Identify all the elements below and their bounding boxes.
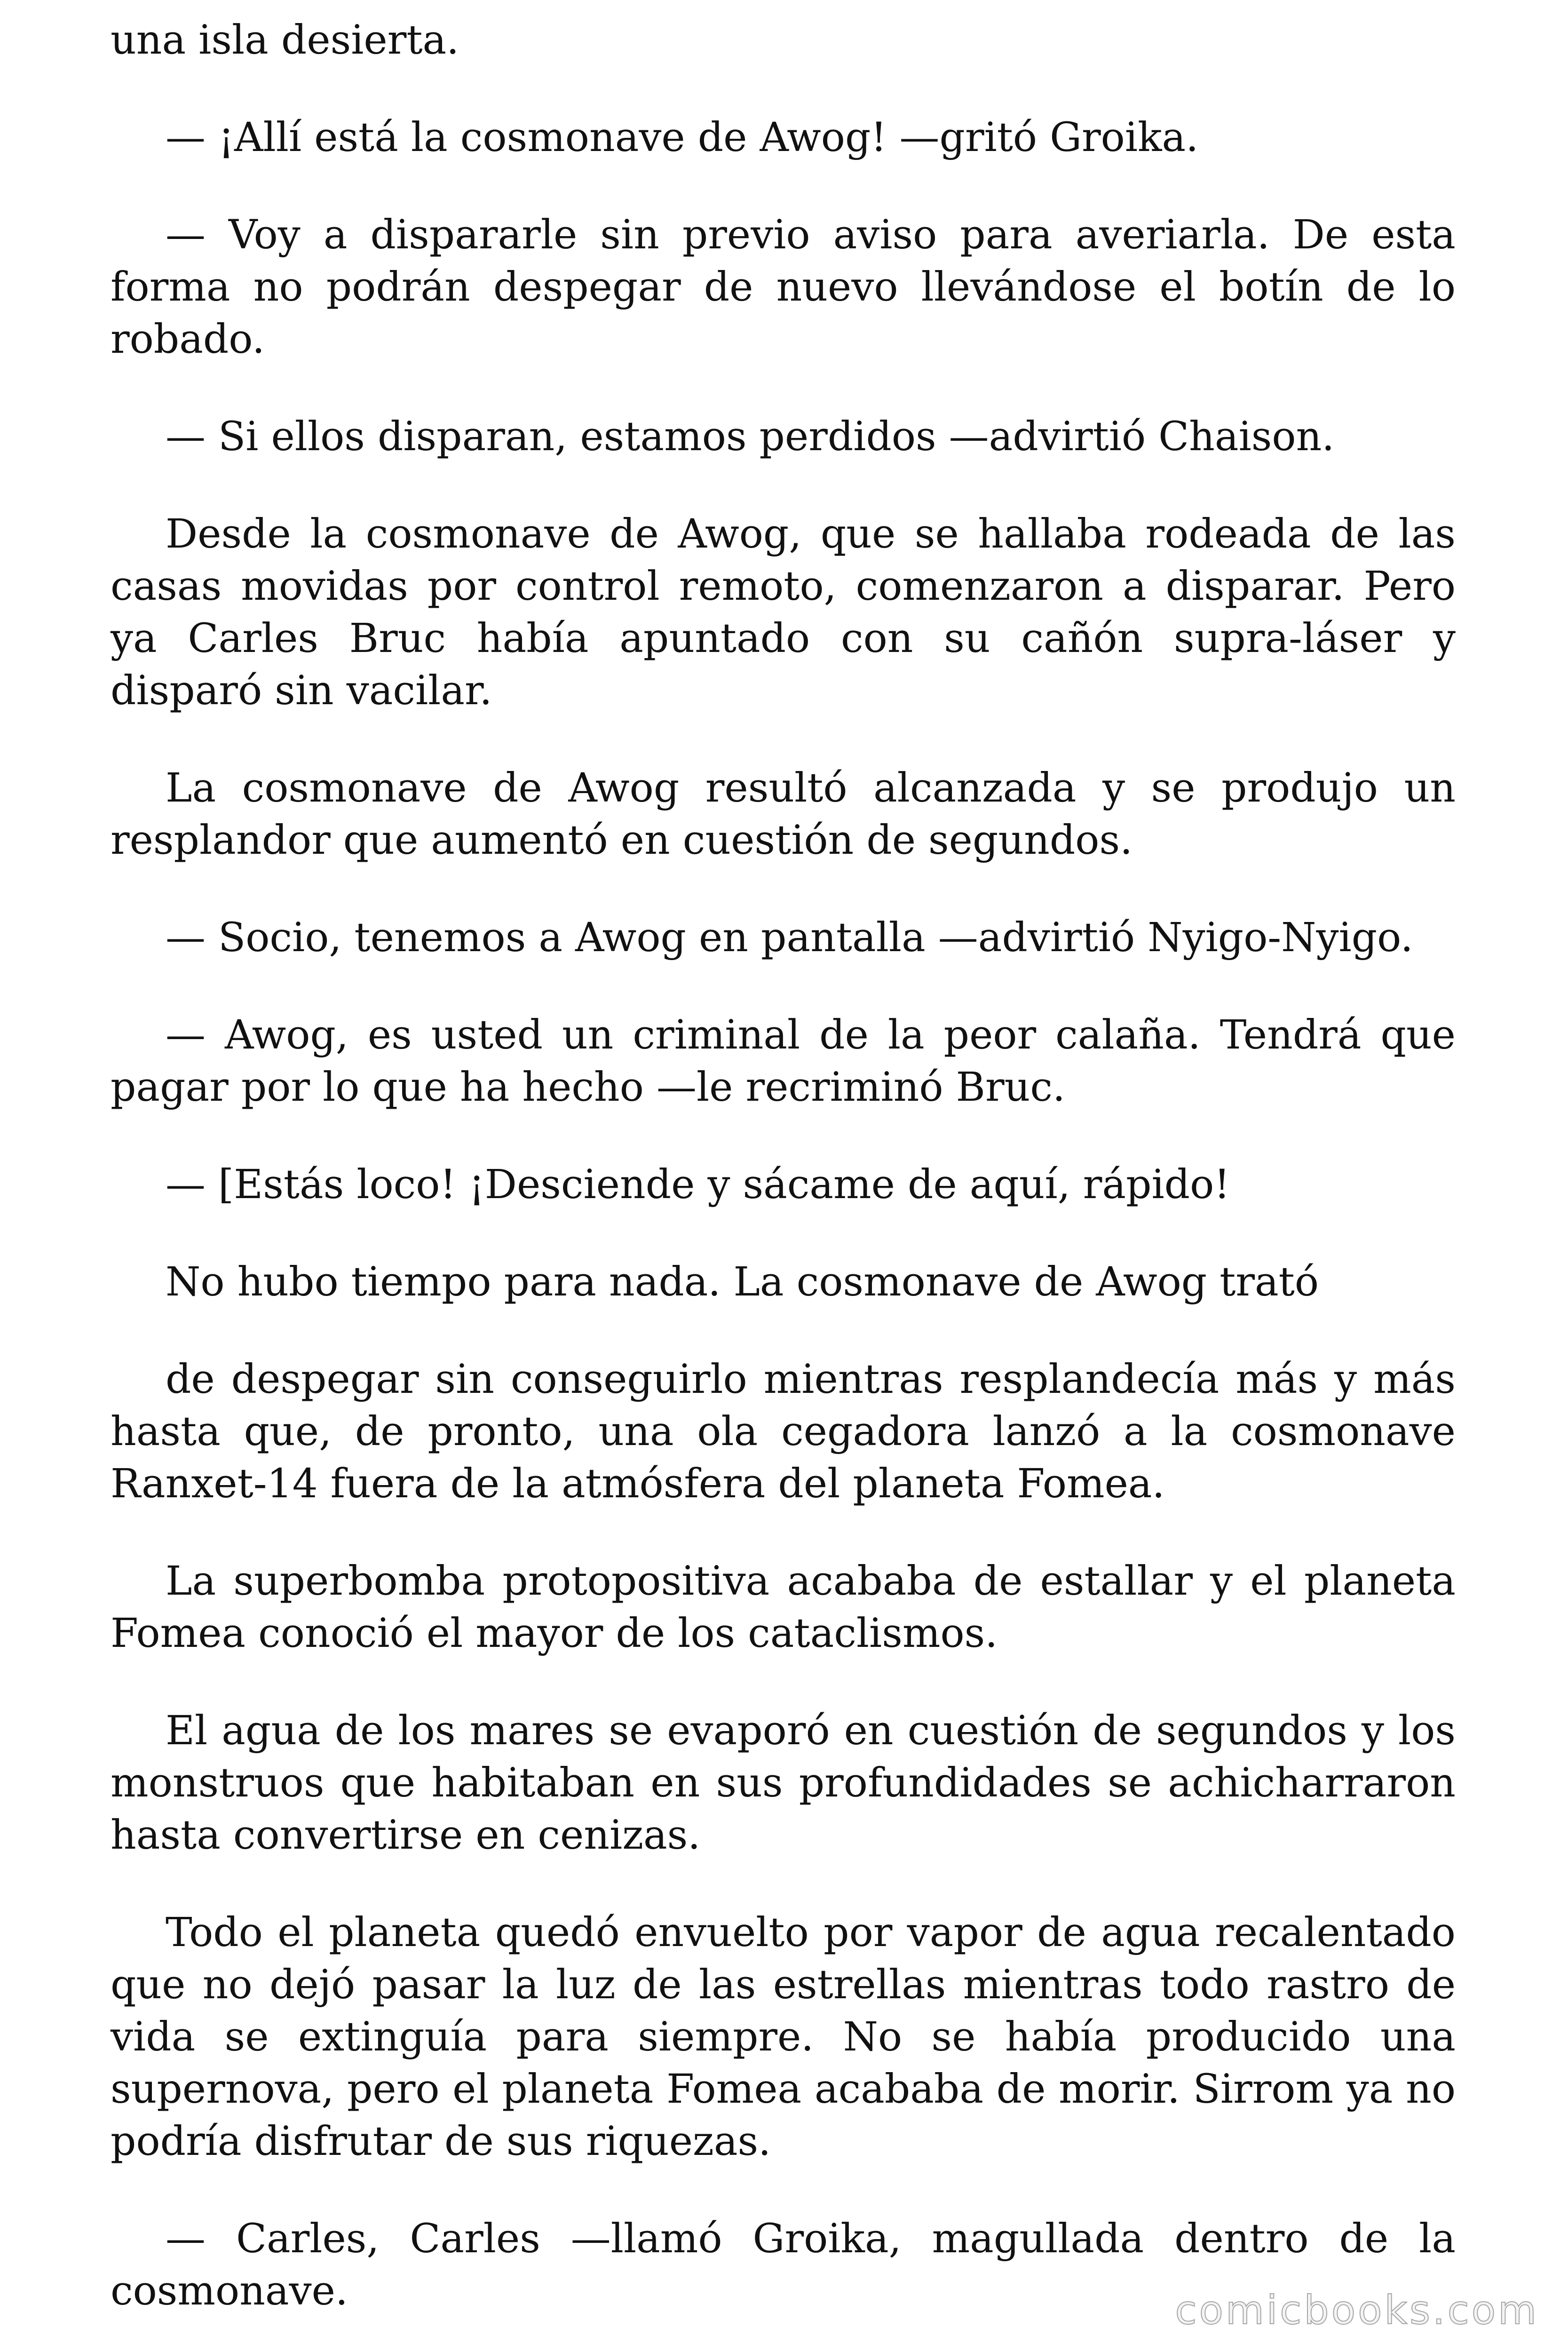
paragraph: No hubo tiempo para nada. La cosmonave de Awog trató: [166, 1259, 1319, 1305]
paragraph: — ¡Allí está la cosmonave de Awog! —gritó Groika.: [166, 114, 1199, 161]
paragraph: — Voy a dispararle sin previo aviso para averiarla. De esta forma no podrán despegar de nuevo llevándose el botín de lo robado.: [111, 212, 1456, 363]
paragraph: El agua de los mares se evaporó en cuestión de segundos y los monstruos que habitaban en sus profundidades se achicharraron hasta convertirse en cenizas.: [111, 1708, 1456, 1859]
book-page-text: [111, 14, 1456, 2352]
paragraph: de despegar sin conseguirlo mientras resplandecía más y más hasta que, de pronto, una ola cegadora lanzó a la cosmonave Ranxet-14 fuera de la atmósfera del planeta Fomea.: [111, 1356, 1456, 1507]
paragraph: La cosmonave de Awog resultó alcanzada y se produjo un resplandor que aumentó en cuestión de segundos.: [111, 765, 1456, 864]
paragraph: La superbomba protopositiva acababa de estallar y el planeta Fomea conoció el mayor de los cataclismos.: [111, 1558, 1456, 1657]
paragraph: Todo el planeta quedó envuelto por vapor de agua recalentado que no dejó pasar la luz de las estrellas mientras todo rastro de vida se extinguía para siempre. No se había producido una supernova, pero el planeta Fomea acababa de morir. Sirrom ya no podría disfrutar de sus riquezas.: [111, 1909, 1456, 2165]
paragraph: — Carles, Carles —llamó Groika, magullada dentro de la cosmonave.: [111, 2216, 1456, 2314]
paragraph: Desde la cosmonave de Awog, que se hallaba rodeada de las casas movidas por control remoto, comenzaron a disparar. Pero ya Carles Bruc había apuntado con su cañón supra-láser y disparó sin vacilar.: [111, 511, 1456, 714]
paragraph: — Si ellos disparan, estamos perdidos —advirtió Chaison.: [166, 413, 1335, 460]
paragraph: una isla desierta.: [111, 17, 459, 64]
paragraph: — Socio, tenemos a Awog en pantalla —advirtió Nyigo-Nyigo.: [166, 914, 1413, 961]
paragraph: — [Estás loco! ¡Desciende y sácame de aquí, rápido!: [166, 1161, 1230, 1208]
watermark: comicbooks.com: [1175, 2287, 1539, 2333]
paragraph: — Awog, es usted un criminal de la peor calaña. Tendrá que pagar por lo que ha hecho —le recriminó Bruc.: [111, 1012, 1456, 1111]
